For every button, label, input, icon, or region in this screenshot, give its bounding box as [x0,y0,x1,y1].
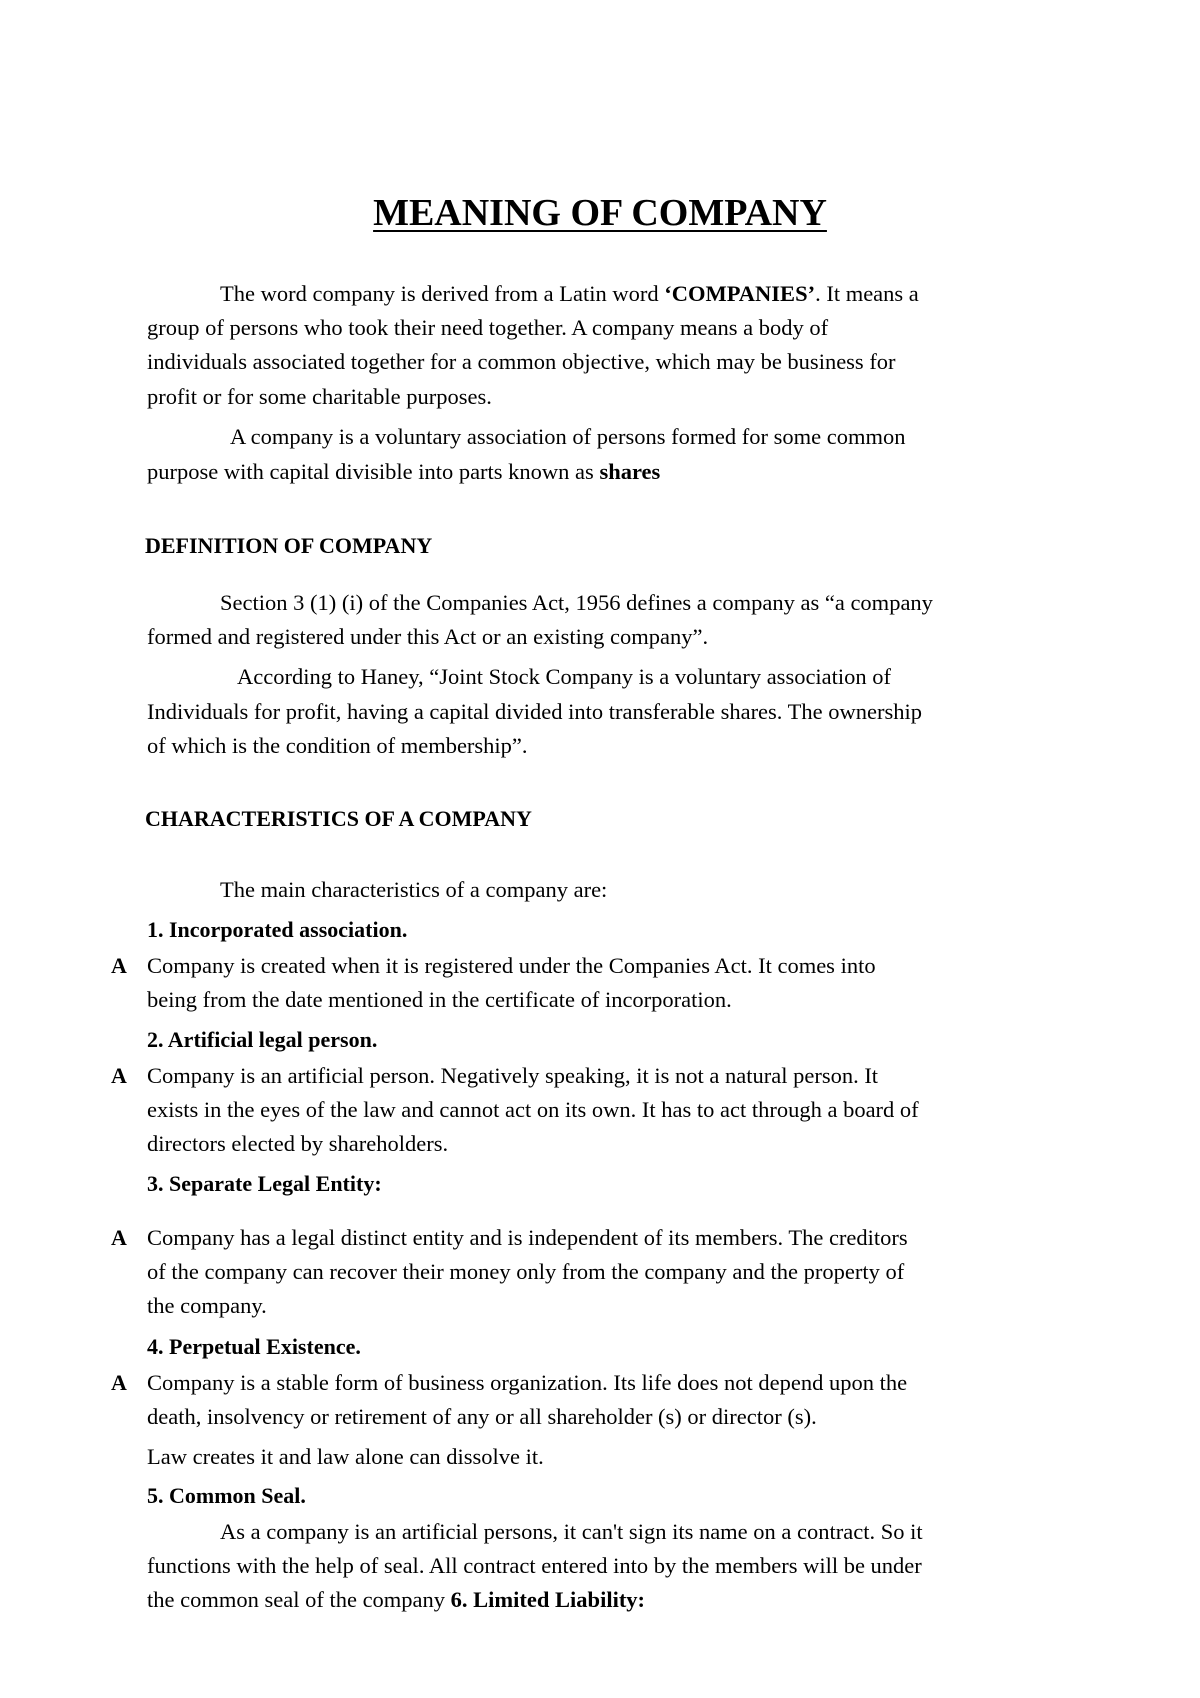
item-1-line-1: Company is created when it is registered under the Companies Act. It comes into [147,953,876,978]
intro-line-2: group of persons who took their need together. A company means a body of [147,315,829,340]
item-5-line-2: functions with the help of seal. All contract entered into by the members will be under [147,1553,922,1578]
definition-line-5: of which is the condition of membership”. [147,733,528,758]
list-marker: A [111,1225,127,1250]
definition-line-1: Section 3 (1) (i) of the Companies Act, 1956 defines a company as “a company [220,590,933,615]
item-heading-limited-liability: 6. Limited Liability: [450,1587,646,1612]
definition-line-2: formed and registered under this Act or an existing company”. [147,624,709,649]
item-2-line-2: exists in the eyes of the law and cannot act on its own. It has to act through a board of [147,1097,919,1122]
intro-text: The word company is derived from a Latin word [220,281,665,306]
list-marker: A [111,1063,127,1088]
item-2-line-3: directors elected by shareholders. [147,1131,449,1156]
shares-term: shares [599,459,661,484]
item-4-line-1: Company is a stable form of business organization. Its life does not depend upon the [147,1370,908,1395]
item-5-line-3 [147,1589,645,1612]
list-marker: A [111,1370,127,1395]
item-heading-separate-legal-entity: 3. Separate Legal Entity: [147,1171,382,1196]
item-2-line-1: Company is an artificial person. Negatively speaking, it is not a natural person. It [147,1063,879,1088]
item-3-line-1: Company has a legal distinct entity and is independent of its members. The creditors [147,1225,908,1250]
intro-line-1 [220,283,919,306]
item-heading-artificial-legal-person: 2. Artificial legal person. [147,1027,378,1052]
page-title: MEANING OF COMPANY [373,192,827,234]
item-heading-perpetual-existence: 4. Perpetual Existence. [147,1334,361,1359]
characteristics-intro: The main characteristics of a company are: [220,877,608,902]
intro-line-3: individuals associated together for a common objective, which may be business for [147,349,896,374]
characteristics-heading: CHARACTERISTICS OF A COMPANY [145,806,532,831]
item-5-text: the common seal of the company [147,1587,451,1612]
latin-word: ‘COMPANIES’ [664,281,816,306]
list-marker: A [111,953,127,978]
definition-line-3: According to Haney, “Joint Stock Company is a voluntary association of [237,664,892,689]
intro-text: purpose with capital divisible into parts known as [147,459,600,484]
definition-heading: DEFINITION OF COMPANY [145,533,433,558]
intro-line-6 [147,461,660,484]
item-heading-incorporated-association: 1. Incorporated association. [147,917,408,942]
intro-line-5: A company is a voluntary association of persons formed for some common [230,424,906,449]
item-heading-common-seal: 5. Common Seal. [147,1483,306,1508]
item-5-line-1: As a company is an artificial persons, it can't sign its name on a contract. So it [220,1519,923,1544]
definition-line-4: Individuals for profit, having a capital divided into transferable shares. The ownership [147,699,922,724]
item-4-line-2: death, insolvency or retirement of any or all shareholder (s) or director (s). [147,1404,817,1429]
intro-line-4: profit or for some charitable purposes. [147,384,492,409]
item-4-line-3: Law creates it and law alone can dissolve it. [147,1444,544,1469]
intro-text: . It means a [815,281,919,306]
item-3-line-2: of the company can recover their money only from the company and the property of [147,1259,905,1284]
item-3-line-3: the company. [147,1293,267,1318]
item-1-line-2: being from the date mentioned in the certificate of incorporation. [147,987,732,1012]
